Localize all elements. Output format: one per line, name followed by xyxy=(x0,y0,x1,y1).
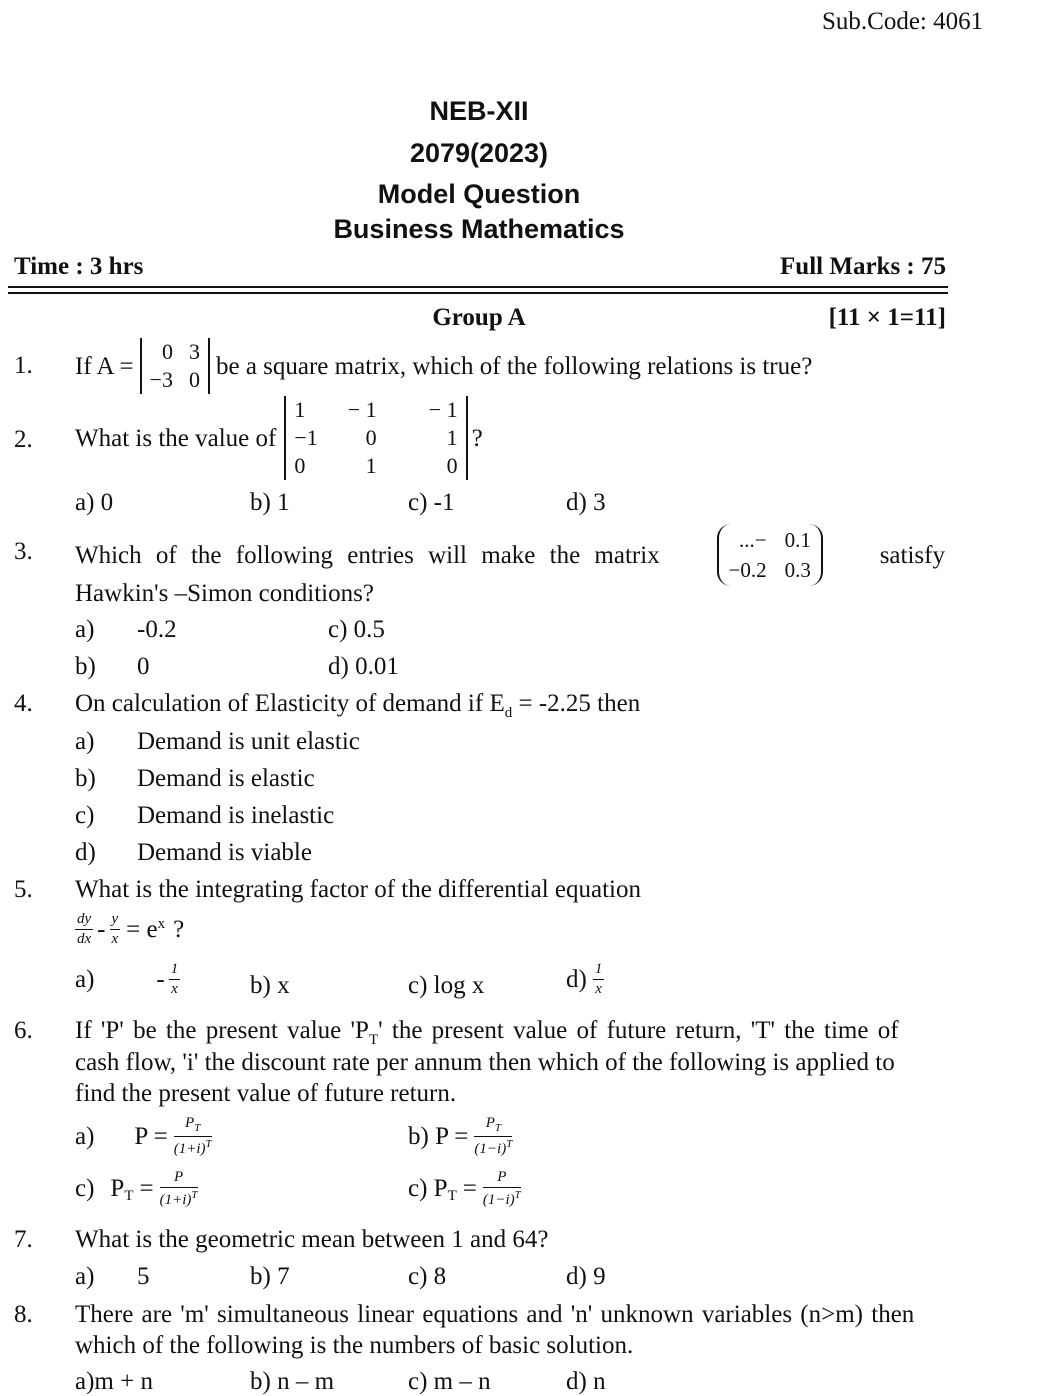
q8-option-b: b) n – m xyxy=(250,1368,335,1395)
q8-number: 8. xyxy=(14,1301,33,1328)
paper-type: Model Question xyxy=(377,179,581,209)
option-label: b) P = xyxy=(408,1122,469,1150)
q4-option-b-label: b) xyxy=(75,765,96,792)
q3-line-2: Hawkin's –Simon conditions? xyxy=(75,580,374,607)
matrix-cell: − 1 xyxy=(428,397,458,422)
q2-option-c: c) -1 xyxy=(408,489,455,516)
exam-time: Time : 3 hrs xyxy=(14,253,144,280)
q2-text-post: ? xyxy=(471,424,483,452)
matrix-cell: 1 xyxy=(365,453,377,478)
fraction-numerator: 1 xyxy=(169,962,181,980)
group-title: Group A xyxy=(432,304,526,331)
board-title: NEB-XII xyxy=(429,96,529,126)
q4-text-post: = -2.25 then xyxy=(518,690,641,717)
option-fraction xyxy=(160,1170,198,1208)
q6-option-c xyxy=(75,1170,198,1208)
fraction-numerator: dy xyxy=(75,912,93,930)
matrix-cell: −0.2 xyxy=(728,558,767,582)
q6-line-2: cash flow, 'i' the discount rate per annum then which of the following is applied to xyxy=(75,1049,895,1076)
q6-option-d xyxy=(408,1170,521,1208)
q2-option-b: b) 1 xyxy=(250,489,290,516)
q2-text-pre: What is the value of xyxy=(75,424,277,452)
q8-line-1: There are 'm' simultaneous linear equations and 'n' unknown variables (n>m) then xyxy=(75,1301,915,1328)
q6-number: 6. xyxy=(14,1017,33,1044)
q7-option-d: d) 9 xyxy=(566,1263,606,1290)
q2-number: 2. xyxy=(14,426,33,453)
subject-code: Sub.Code: 4061 xyxy=(822,8,984,35)
q8-option-c: c) m – n xyxy=(408,1368,491,1395)
q5-option-d xyxy=(566,962,604,997)
q5-number: 5. xyxy=(14,876,33,903)
q7-option-c: c) 8 xyxy=(408,1263,447,1290)
option-lhs: P xyxy=(110,1175,125,1202)
fraction-denominator: (1−i) xyxy=(482,1192,515,1208)
q7-option-a-value: 5 xyxy=(137,1263,150,1290)
fraction-denominator: (1+i) xyxy=(173,1141,206,1157)
q1-matrix xyxy=(140,338,210,394)
q2-determinant xyxy=(284,396,467,480)
matrix-cell: 0.1 xyxy=(784,528,811,552)
equation-rhs: = e xyxy=(126,916,158,943)
exponent: T xyxy=(191,1189,198,1201)
q6-option-a xyxy=(75,1116,212,1157)
matrix-cell: 0 xyxy=(294,453,306,478)
q4-option-b-value: Demand is elastic xyxy=(137,765,315,792)
matrix-cell: ...− xyxy=(739,528,767,552)
option-label: a) xyxy=(75,1122,95,1150)
question-7: What is the geometric mean between 1 and 64? xyxy=(75,1226,549,1253)
q5-option-c: c) log x xyxy=(408,972,485,999)
fraction-denominator: x xyxy=(111,931,119,947)
exam-year: 2079(2023) xyxy=(409,138,549,168)
exponent: T xyxy=(506,1138,513,1150)
q4-number: 4. xyxy=(14,690,33,717)
q8-option-d: d) n xyxy=(566,1368,606,1395)
matrix-cell: −1 xyxy=(294,425,318,450)
matrix-cell: 1 xyxy=(294,397,306,422)
fraction-denominator: (1−i) xyxy=(474,1141,507,1157)
dy-dx-fraction xyxy=(75,912,93,947)
question-2 xyxy=(75,396,483,480)
matrix-cell: 0 xyxy=(161,339,173,364)
header-rule-top xyxy=(8,286,948,288)
q4-option-d-label: d) xyxy=(75,839,96,866)
fraction-denominator: (1+i) xyxy=(159,1192,192,1208)
q7-number: 7. xyxy=(14,1226,33,1253)
equals-sign: = xyxy=(462,1175,477,1202)
fraction-numerator: 1 xyxy=(593,962,605,980)
q6-text: ' the present value of future return, 'T' the time of xyxy=(378,1017,899,1044)
matrix-cell: 0 xyxy=(365,425,377,450)
q3-text: Which of the following entries will make the matrix xyxy=(75,541,660,569)
option-fraction xyxy=(169,962,181,997)
minus-sign: - xyxy=(156,965,165,993)
q7-option-b: b) 7 xyxy=(250,1263,290,1290)
q4-option-d-value: Demand is viable xyxy=(137,839,312,866)
fraction-numerator: P xyxy=(483,1170,521,1188)
q7-option-a-label: a) xyxy=(75,1263,95,1290)
question-3-line-1 xyxy=(75,524,945,586)
q3-number: 3. xyxy=(14,538,33,565)
full-marks: Full Marks : 75 xyxy=(780,253,946,280)
group-marks: [11 × 1=11] xyxy=(828,304,946,331)
matrix-cell: 0 xyxy=(446,453,458,478)
q1-number: 1. xyxy=(14,352,33,379)
option-lhs: P = xyxy=(134,1122,168,1150)
subject-title: Business Mathematics xyxy=(333,214,625,244)
option-label: a) xyxy=(75,965,95,993)
option-fraction xyxy=(174,1116,212,1157)
q5-line-1: What is the integrating factor of the differential equation xyxy=(75,876,641,903)
q2-option-a: a) 0 xyxy=(75,489,114,516)
q6-text: If 'P' be the present value 'P xyxy=(75,1017,369,1044)
matrix-cell: 0 xyxy=(188,367,200,392)
q3-option-b-value: 0 xyxy=(137,653,150,680)
q6-option-b xyxy=(408,1116,512,1157)
subscript: T xyxy=(194,1122,201,1134)
fraction-numerator: y xyxy=(110,912,121,930)
fraction-denominator: x xyxy=(595,981,602,997)
q3-matrix xyxy=(717,524,823,586)
matrix-cell: 1 xyxy=(446,425,458,450)
q8-line-2: which of the following is the numbers of basic solution. xyxy=(75,1332,634,1359)
option-fraction xyxy=(474,1116,512,1157)
q2-option-d: d) 3 xyxy=(566,489,606,516)
q4-option-c-label: c) xyxy=(75,802,95,829)
question-mark: ? xyxy=(173,916,185,943)
subscript: T xyxy=(124,1187,134,1204)
subscript: T xyxy=(447,1187,457,1204)
fraction-denominator: dx xyxy=(77,931,92,947)
header-rule-bottom xyxy=(8,292,948,294)
q3-text-end: satisfy xyxy=(879,541,945,569)
fraction-numerator: P xyxy=(485,1115,495,1131)
option-fraction xyxy=(593,962,605,997)
q5-option-a xyxy=(75,962,180,997)
q6-line-3: find the present value of future return. xyxy=(75,1080,457,1107)
subscript: T xyxy=(494,1122,501,1134)
matrix-cell: −3 xyxy=(149,367,173,392)
q4-option-a-value: Demand is unit elastic xyxy=(137,728,360,755)
q3-option-b-label: b) xyxy=(75,653,96,680)
q4-subscript: d xyxy=(504,705,513,721)
q3-option-d: d) 0.01 xyxy=(328,653,399,680)
exponent: x xyxy=(157,916,166,932)
matrix-cell: 0.3 xyxy=(784,558,811,582)
option-label: c) P xyxy=(408,1175,448,1202)
q4-option-a-label: a) xyxy=(75,728,95,755)
q4-text-pre: On calculation of Elasticity of demand if E xyxy=(75,690,505,717)
q3-option-a-label: a) xyxy=(75,616,95,643)
q5-option-b: b) x xyxy=(250,972,290,999)
exponent: T xyxy=(514,1189,521,1201)
fraction-numerator: P xyxy=(160,1170,198,1188)
question-1 xyxy=(75,338,812,394)
q5-equation xyxy=(75,912,184,947)
q4-option-c-value: Demand is inelastic xyxy=(137,802,335,829)
y-x-fraction xyxy=(110,912,121,947)
q6-subscript: T xyxy=(368,1032,379,1048)
matrix-cell: 3 xyxy=(188,339,200,364)
q1-text-post: be a square matrix, which of the following relations is true? xyxy=(215,352,813,380)
minus-sign: - xyxy=(97,916,106,943)
q1-text-pre: If A = xyxy=(75,352,134,380)
option-label: c) xyxy=(75,1175,95,1202)
question-4 xyxy=(75,688,640,729)
option-label: d) xyxy=(566,965,587,993)
q8-option-a: a)m + n xyxy=(75,1368,153,1395)
exponent: T xyxy=(205,1138,212,1150)
fraction-numerator: P xyxy=(185,1115,195,1131)
q3-option-a-value: -0.2 xyxy=(137,616,177,643)
fraction-denominator: x xyxy=(171,981,178,997)
q3-option-c: c) 0.5 xyxy=(328,616,385,643)
matrix-cell: − 1 xyxy=(347,397,377,422)
equals-sign: = xyxy=(139,1175,154,1202)
option-fraction xyxy=(483,1170,521,1208)
